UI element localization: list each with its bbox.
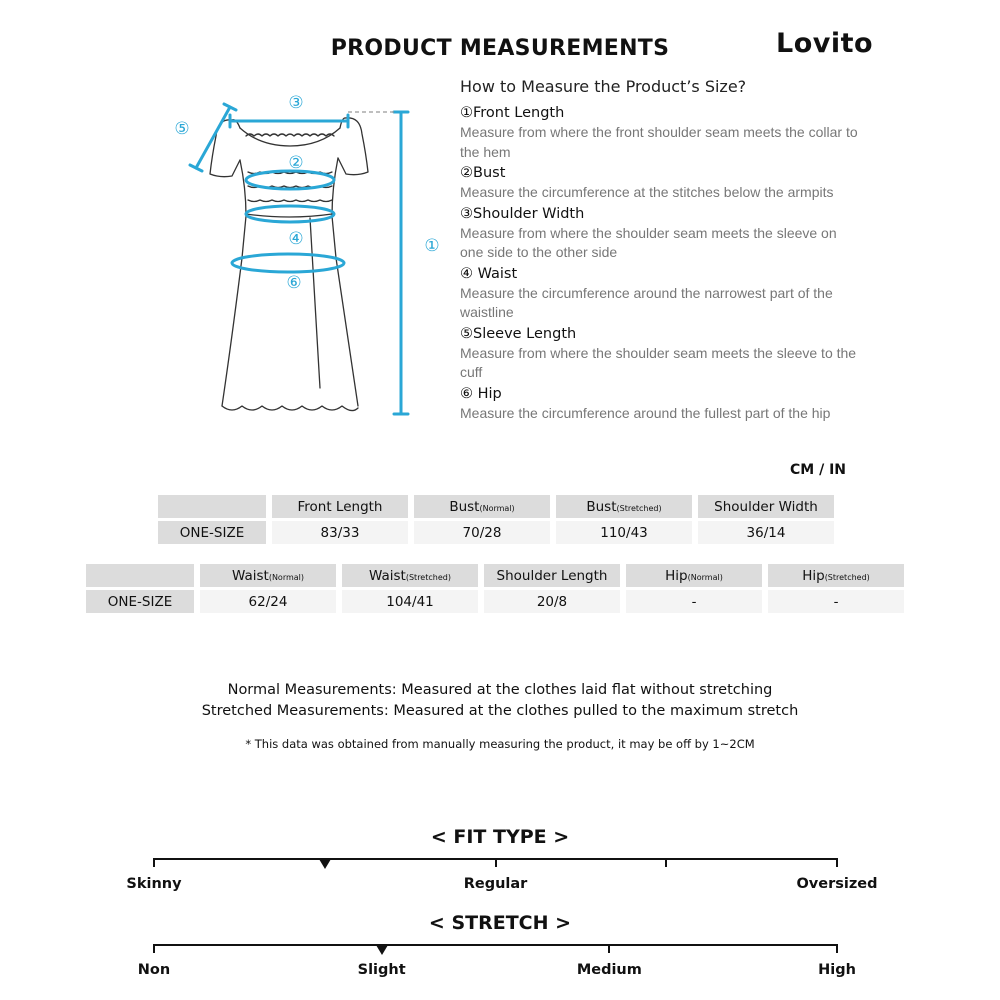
measurement-notes <box>150 680 850 722</box>
guide-item-title: ④ Waist <box>460 265 518 282</box>
scale-tick <box>153 944 155 953</box>
guide-item-title: ①Front Length <box>460 105 565 121</box>
guide-item <box>460 265 860 323</box>
waist-line <box>246 206 334 222</box>
scale-marker <box>319 859 331 869</box>
guide-item <box>460 104 860 162</box>
callout-5: ⑤ <box>174 119 190 139</box>
page-title: PRODUCT MEASUREMENTS <box>330 36 670 61</box>
column-header <box>698 495 834 518</box>
table-corner <box>158 495 266 518</box>
guide-item-desc: Measure from where the front shoulder seam meets the collar to the hem <box>460 124 858 160</box>
table-cell: 62/24 <box>200 590 336 613</box>
column-header-qualifier: (Stretched) <box>405 572 451 582</box>
guide-item-desc: Measure the circumference at the stitches below the armpits <box>460 184 834 200</box>
fit-type-title: < FIT TYPE > <box>430 826 570 848</box>
measure-guide <box>460 104 860 425</box>
guide-item <box>460 164 860 203</box>
column-header <box>484 564 620 587</box>
fit-type-scale <box>0 852 1000 892</box>
table-cell: 104/41 <box>342 590 478 613</box>
guide-item-title: ⑥ Hip <box>460 385 502 402</box>
scale-label: Non <box>137 962 171 978</box>
table-cell: 83/33 <box>272 521 408 544</box>
column-header-label: Bust <box>449 498 480 515</box>
table-cell: 20/8 <box>484 590 620 613</box>
guide-item <box>460 325 860 383</box>
hip-line <box>232 254 344 272</box>
scale-tick <box>836 858 838 867</box>
callout-1: ① <box>424 236 440 256</box>
column-header <box>556 495 692 518</box>
scale-label: Medium <box>576 962 642 978</box>
column-header-label: Front Length <box>297 498 383 515</box>
row-label: ONE-SIZE <box>158 521 266 544</box>
guide-item <box>460 385 860 424</box>
note-stretched: Stretched Measurements: Measured at the clothes pulled to the maximum stretch <box>201 703 799 719</box>
column-header-label: Shoulder Width <box>714 498 818 515</box>
footnote: * This data was obtained from manually measuring the product, it may be off by 1~2CM <box>245 737 755 751</box>
scale-label: Regular <box>463 876 528 892</box>
stretch-scale <box>0 938 1000 978</box>
guide-item-title: ③Shoulder Width <box>460 205 585 222</box>
column-header-qualifier: (Normal) <box>687 572 723 582</box>
scale-label: High <box>818 962 856 978</box>
table-cell: - <box>626 590 762 613</box>
row-label: ONE-SIZE <box>86 590 194 613</box>
callout-4: ④ <box>288 229 304 249</box>
table-cell: - <box>768 590 904 613</box>
guide-item-desc: Measure the circumference around the narrowest part of the waistline <box>460 284 833 320</box>
table-cell: 70/28 <box>414 521 550 544</box>
size-table-2 <box>80 561 910 616</box>
guide-item-desc: Measure from where the shoulder seam meets the sleeve to the cuff <box>460 344 857 380</box>
column-header <box>272 495 408 518</box>
column-header-label: Waist <box>231 567 269 584</box>
guide-item-desc: Measure from where the shoulder seam meets the sleeve on one side to the other side <box>460 224 837 260</box>
scale-tick <box>153 858 155 867</box>
scale-label: Oversized <box>796 876 878 892</box>
column-header-qualifier: (Stretched) <box>616 503 662 513</box>
guide-item-title: ②Bust <box>460 165 506 181</box>
callout-3: ③ <box>288 93 304 113</box>
column-header <box>200 564 336 587</box>
column-header-label: Shoulder Length <box>496 567 608 584</box>
guide-item <box>460 205 860 263</box>
callout-2: ② <box>288 153 304 173</box>
scale-tick <box>836 944 838 953</box>
table-corner <box>86 564 194 587</box>
callout-6: ⑥ <box>286 273 302 293</box>
brand-logo: Lovito <box>776 28 874 59</box>
column-header-label: Hip <box>665 567 688 584</box>
scale-label: Skinny <box>126 876 182 892</box>
scale-tick <box>495 858 497 867</box>
sleeve-length-line <box>196 107 230 168</box>
scale-tick <box>665 858 667 867</box>
dress-diagram <box>160 88 450 428</box>
table-cell: 36/14 <box>698 521 834 544</box>
guide-heading: How to Measure the Product’s Size? <box>460 77 747 96</box>
column-header-qualifier: (Normal) <box>479 503 515 513</box>
scale-marker <box>376 945 388 955</box>
note-normal: Normal Measurements: Measured at the clothes laid flat without stretching <box>227 682 773 698</box>
stretch-title: < STRETCH > <box>428 912 572 934</box>
column-header-label: Bust <box>586 498 617 515</box>
size-table-1 <box>152 492 840 547</box>
measurement-lines <box>190 104 408 414</box>
scale-tick <box>608 944 610 953</box>
column-header <box>414 495 550 518</box>
scale-label: Slight <box>357 962 406 978</box>
unit-label: CM / IN <box>790 462 846 478</box>
column-header <box>768 564 904 587</box>
guide-item-desc: Measure the circumference around the fullest part of the hip <box>460 404 831 421</box>
column-header-label: Hip <box>802 567 825 584</box>
scale-line <box>154 944 837 946</box>
guide-item-title: ⑤Sleeve Length <box>460 325 577 342</box>
column-header <box>626 564 762 587</box>
column-header-qualifier: (Stretched) <box>824 572 870 582</box>
table-cell: 110/43 <box>556 521 692 544</box>
column-header <box>342 564 478 587</box>
column-header-label: Waist <box>369 567 406 584</box>
column-header-qualifier: (Normal) <box>268 572 305 582</box>
